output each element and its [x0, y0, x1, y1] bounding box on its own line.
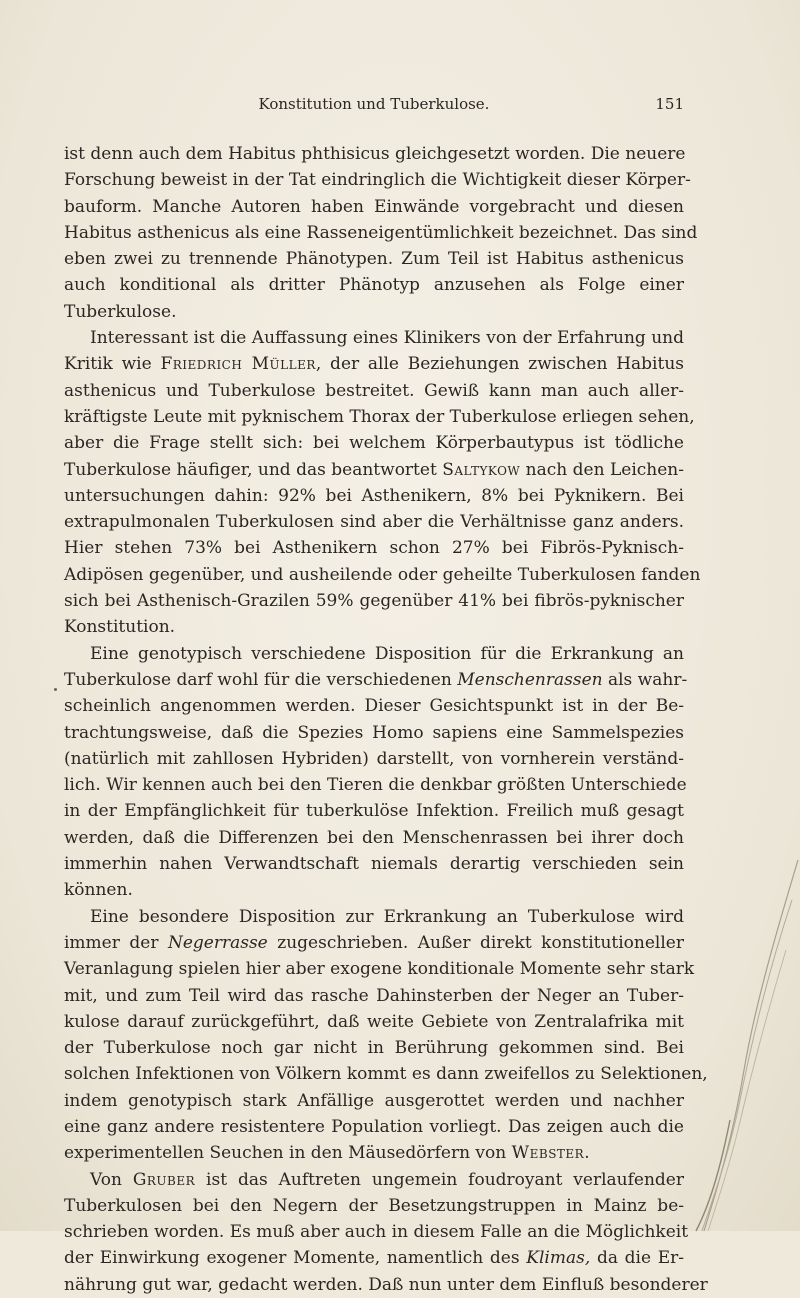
- running-header: [64, 94, 684, 114]
- page-number: 151: [655, 95, 684, 113]
- text-line: (natürlich mit zahllosen Hybriden) darstellt, von vornherein verständ-: [64, 748, 684, 769]
- text-line: lich. Wir kennen auch bei den Tieren die denkbar größten Unterschiede: [64, 775, 687, 796]
- text-line: indem genotypisch stark Anfällige ausgerottet werden und nachher: [64, 1090, 684, 1111]
- text-line: [64, 1245, 684, 1271]
- text-line: [64, 351, 684, 377]
- line-text: der Einwirkung exogener Momente, namentlich des: [64, 1248, 527, 1269]
- text-line: schrieben worden. Es muß aber auch in diesem Falle an die Möglichkeit: [64, 1222, 689, 1243]
- text-line: Eine besondere Disposition zur Erkrankung an Tuberkulose wird: [90, 906, 684, 927]
- text-line: Habitus asthenicus als eine Rasseneigentümlichkeit bezeichnet. Das sind: [64, 222, 698, 243]
- emphasis-term: Klimas,: [526, 1248, 591, 1269]
- text-line: mit, und zum Teil wird das rasche Dahinsterben der Neger an Tuber-: [64, 985, 684, 1006]
- line-text: .: [584, 1143, 590, 1164]
- author-name: Saltykow: [442, 459, 521, 480]
- line-text: immer der: [64, 932, 168, 953]
- text-line: Interessant ist die Auffassung eines Klinikers von der Erfahrung und: [90, 328, 684, 349]
- text-line: eine ganz andere resistentere Population vorliegt. Das zeigen auch die: [64, 1116, 684, 1137]
- text-line: asthenicus und Tuberkulose bestreitet. Gewiß kann man auch aller-: [64, 380, 684, 401]
- line-text: Tuberkulose darf wohl für die verschiedenen: [64, 669, 458, 690]
- text-line: Veranlagung spielen hier aber exogene konditionale Momente sehr stark: [64, 959, 695, 980]
- text-line: werden, daß die Differenzen bei den Menschenrassen bei ihrer doch: [64, 827, 684, 848]
- line-text: als wahr-: [602, 669, 688, 690]
- line-text: Kritik wie: [64, 354, 161, 375]
- line-text: ist das Auftreten ungemein foudroyant verlaufender: [195, 1169, 684, 1190]
- text-line: Tuberkulose.: [64, 301, 177, 322]
- line-text: , der alle Beziehungen zwischen Habitus: [315, 354, 684, 375]
- text-line: immerhin nahen Verwandtschaft niemals derartig verschieden sein: [64, 854, 684, 875]
- text-line: der Tuberkulose noch gar nicht in Berührung gekommen sind. Bei: [64, 1038, 684, 1059]
- text-line: untersuchungen dahin: 92% bei Asthenikern, 8% bei Pyknikern. Bei: [64, 485, 684, 506]
- text-line: [64, 667, 688, 693]
- header-title: Konstitution und Tuberkulose.: [258, 95, 490, 113]
- text-line: Konstitution.: [64, 617, 176, 638]
- emphasis-term: Menschenrassen: [457, 669, 603, 690]
- text-line: auch konditional als dritter Phänotyp anzusehen als Folge einer: [64, 275, 684, 296]
- emphasis-term: Negerrasse: [167, 932, 268, 953]
- text-line: Hier stehen 73% bei Asthenikern schon 27% bei Fibrös-Pyknisch-: [64, 538, 684, 559]
- line-text: zugeschrieben. Außer direkt konstitutioneller: [267, 932, 684, 953]
- text-line: ist denn auch dem Habitus phthisicus gleichgesetzt worden. Die neuere: [64, 144, 686, 164]
- body-text: [64, 141, 708, 1298]
- margin-mark: [54, 688, 57, 691]
- text-line: [64, 457, 684, 483]
- text-line: nährung gut war, gedacht werden. Daß nun unter dem Einfluß besonderer: [64, 1274, 708, 1295]
- line-text: da die Er-: [590, 1248, 684, 1269]
- line-text: experimentellen Seuchen in den Mäusedörfern von: [64, 1143, 512, 1164]
- text-line: sich bei Asthenisch-Grazilen 59% gegenüber 41% bei fibrös-pyknischer: [64, 591, 684, 612]
- text-line: solchen Infektionen von Völkern kommt es dann zweifellos zu Selektionen,: [64, 1064, 708, 1085]
- text-line: Forschung beweist in der Tat eindringlich die Wichtigkeit dieser Körper-: [64, 170, 691, 191]
- text-line: aber die Frage stellt sich: bei welchem Körperbautypus ist tödliche: [64, 433, 684, 454]
- text-line: kräftigste Leute mit pyknischem Thorax der Tuberkulose erliegen sehen,: [64, 406, 695, 427]
- text-line: kulose darauf zurückgeführt, daß weite Gebiete von Zentralafrika mit: [64, 1011, 684, 1032]
- line-text: Von: [90, 1169, 133, 1190]
- text-line: bauform. Manche Autoren haben Einwände vorgebracht und diesen: [64, 196, 684, 217]
- author-name: Friedrich Müller: [160, 354, 316, 375]
- text-line: scheinlich angenommen werden. Dieser Gesichtspunkt ist in der Be-: [64, 696, 684, 717]
- line-text: nach den Leichen-: [520, 459, 684, 480]
- text-line: [64, 1167, 684, 1193]
- text-line: extrapulmonalen Tuberkulosen sind aber die Verhältnisse ganz anders.: [64, 512, 684, 533]
- text-line: trachtungsweise, daß die Spezies Homo sapiens eine Sammelspezies: [64, 722, 684, 743]
- text-line: in der Empfänglichkeit für tuberkulöse Infektion. Freilich muß gesagt: [64, 801, 684, 822]
- text-line: können.: [64, 880, 133, 901]
- author-name: Gruber: [132, 1169, 196, 1190]
- text-line: [64, 1140, 684, 1166]
- text-line: [64, 930, 684, 956]
- line-text: Tuberkulose häufiger, und das beantwortet: [64, 459, 443, 480]
- text-line: eben zwei zu trennende Phänotypen. Zum Teil ist Habitus asthenicus: [64, 249, 684, 270]
- text-line: Tuberkulosen bei den Negern der Besetzungstruppen in Mainz be-: [64, 1195, 684, 1216]
- text-line: Eine genotypisch verschiedene Disposition für die Erkrankung an: [90, 643, 684, 664]
- text-line: Adipösen gegenüber, und ausheilende oder geheilte Tuberkulosen fanden: [64, 564, 701, 585]
- page-curl-lines: [660, 840, 800, 1231]
- author-name: Webster: [511, 1143, 585, 1164]
